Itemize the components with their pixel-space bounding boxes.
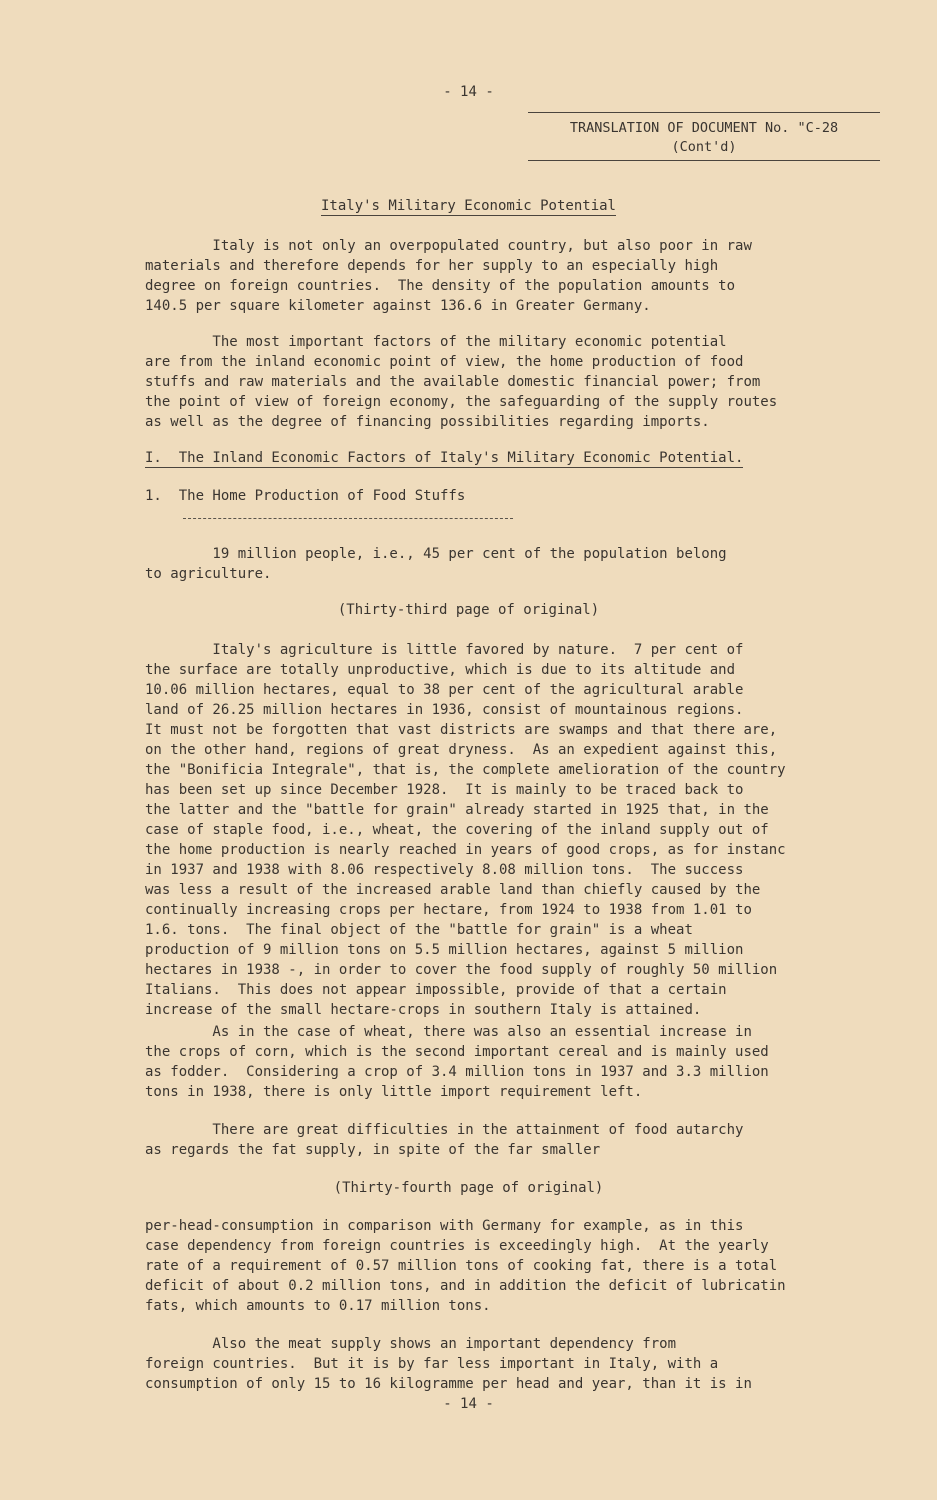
subsection-heading-1: 1. The Home Production of Food Stuffs bbox=[145, 488, 466, 504]
paragraph-7: per-head-consumption in comparison with Germany for example, as in this case dependency from foreign countries is exceedingly high. At the yearly rate of a requirement of 0.57 million tons of cooking fat, there is a total deficit of about 0.2 million tons, and in addition the deficit of lubricatin fats, which amounts to 0.17 million tons. bbox=[145, 1218, 786, 1314]
section-heading-I-text: I. The Inland Economic Factors of Italy's Military Economic Potential. bbox=[145, 450, 744, 466]
original-page-note-33: (Thirty-third page of original) bbox=[337, 602, 600, 618]
paragraph-4: Italy's agriculture is little favored by nature. 7 per cent of the surface are totally unproductive, which is due to its altitude and 10.06 million hectares, equal to 38 per cent of the agricultural arable land of 26.25 million hectares in 1936, consist of mountainous regions. It must not be forgotten that vast districts are swamps and that there are, on the other hand, regions of great dryness. As an expedient against this, the "Bonificia Integrale", that is, the complete amelioration of the country has been set up since December 1928. It is mainly to be traced back to the latter and the "battle for grain" already started in 1925 that, in the case of staple food, i.e., wheat, the covering of the inland supply out of the home production is nearly reached in years of good crops, as for instanc in 1937 and 1938 with 8.06 respectively 8.08 million tons. The success was less a result of the increased arable land than chiefly caused by the continually increasing crops per hectare, from 1924 to 1938 from 1.01 to 1.6. tons. The final object of the "battle for grain" is a wheat production of 9 million tons on 5.5 million hectares, against 5 million hectares in 1938 -, in order to cover the food supply of roughly 50 million Italians. This does not appear impossible, provide of that a certain increase of the small hectare-crops in southern Italy is attained. bbox=[145, 642, 786, 1018]
header-rule-top bbox=[528, 112, 880, 113]
title-text: Italy's Military Economic Potential bbox=[320, 198, 616, 214]
paragraph-1: Italy is not only an overpopulated country, but also poor in raw materials and therefore depends for her supply to an especially high degree on foreign countries. The density of the population amounts to 140.5 per square kilometer against 136.6 in Greater Germany. bbox=[145, 238, 752, 314]
document-header bbox=[528, 119, 880, 157]
header-line-2: (Cont'd) bbox=[671, 139, 737, 155]
paragraph-3: 19 million people, i.e., 45 per cent of the population belong to agriculture. bbox=[145, 546, 727, 582]
paragraph-5: As in the case of wheat, there was also an essential increase in the crops of corn, which is the second important cereal and is mainly used as fodder. Considering a crop of 3.4 million tons in 1937 and 3.3 million tons in 1938, there is only little import requirement left. bbox=[145, 1024, 769, 1100]
paragraph-6: There are great difficulties in the attainment of food autarchy as regards the fat supply, in spite of the far smaller bbox=[145, 1122, 744, 1158]
header-line-1: TRANSLATION OF DOCUMENT No. "C-28 bbox=[569, 120, 839, 136]
section-heading-I bbox=[145, 450, 743, 466]
header-rule-bottom bbox=[528, 160, 880, 161]
dashed-rule bbox=[183, 518, 513, 519]
page-number-top: - 14 - bbox=[443, 84, 494, 100]
original-page-note-34: (Thirty-fourth page of original) bbox=[333, 1180, 604, 1196]
page-number-bottom: - 14 - bbox=[443, 1396, 494, 1412]
document-title bbox=[0, 198, 937, 214]
paragraph-8: Also the meat supply shows an important dependency from foreign countries. But it is by far less important in Italy, with a consumption of only 15 to 16 kilogramme per head and year, than it is in bbox=[145, 1336, 752, 1392]
paragraph-2: The most important factors of the military economic potential are from the inland economic point of view, the home production of food stuffs and raw materials and the available domestic financial power; from the point of view of foreign economy, the safeguarding of the supply routes as well as the degree of financing possibilities regarding imports. bbox=[145, 334, 778, 430]
